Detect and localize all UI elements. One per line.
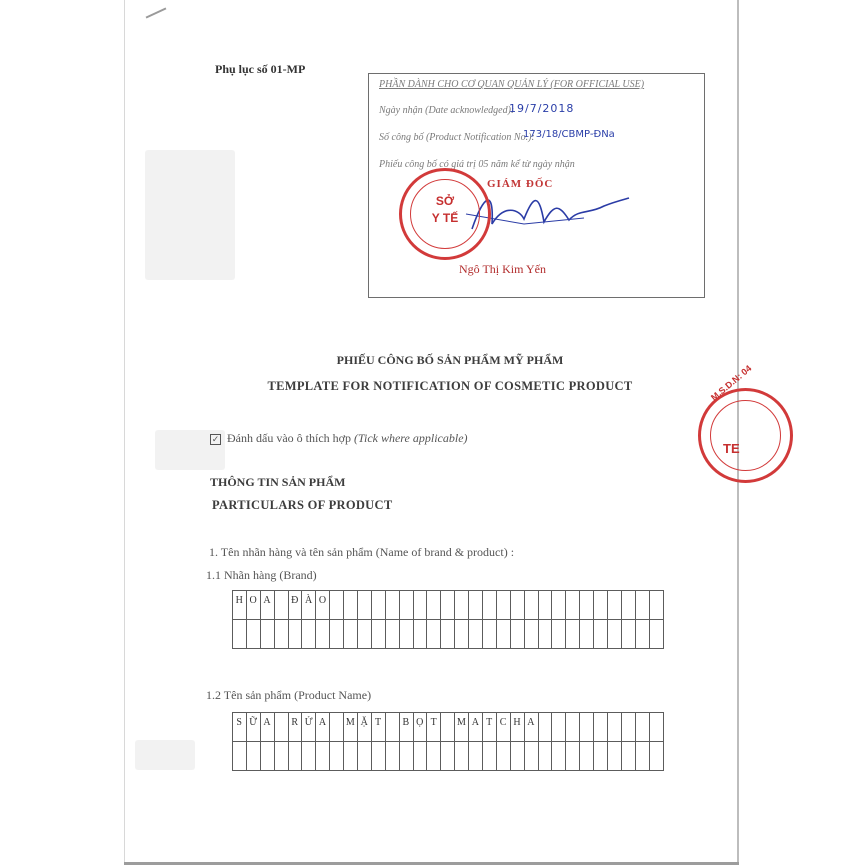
product-char-cell bbox=[246, 742, 260, 771]
brand-char-cell bbox=[510, 620, 524, 649]
brand-char-cell bbox=[580, 620, 594, 649]
director-title: GIÁM ĐỐC bbox=[487, 178, 554, 190]
product-char-cell bbox=[510, 742, 524, 771]
product-char-cell bbox=[635, 742, 649, 771]
product-char-cell: A bbox=[524, 713, 538, 742]
product-char-cell: R bbox=[288, 713, 302, 742]
brand-char-cell bbox=[483, 591, 497, 620]
company-stamp bbox=[698, 363, 793, 483]
product-char-cell bbox=[649, 742, 663, 771]
appendix-number: Phụ lục số 01-MP bbox=[215, 62, 306, 76]
product-char-cell bbox=[621, 742, 635, 771]
brand-char-cell bbox=[483, 620, 497, 649]
brand-char-cell bbox=[524, 591, 538, 620]
product-char-cell: A bbox=[469, 713, 483, 742]
brand-char-cell bbox=[455, 591, 469, 620]
brand-char-cell bbox=[427, 591, 441, 620]
brand-char-cell bbox=[344, 591, 358, 620]
notification-number-label: Số công bố (Product Notification No.): bbox=[379, 132, 535, 143]
brand-char-cell bbox=[635, 620, 649, 649]
product-char-cell bbox=[469, 742, 483, 771]
brand-grid-row bbox=[233, 620, 664, 649]
brand-char-cell bbox=[621, 591, 635, 620]
product-char-cell bbox=[635, 713, 649, 742]
product-grid-row bbox=[233, 713, 664, 742]
brand-char-cell bbox=[358, 591, 372, 620]
product-char-cell bbox=[441, 713, 455, 742]
company-stamp-code: M.S.D.N: 04 bbox=[709, 363, 754, 403]
brand-char-cell bbox=[399, 591, 413, 620]
brand-char-cell: H bbox=[233, 591, 247, 620]
brand-char-cell bbox=[455, 620, 469, 649]
brand-char-cell bbox=[496, 620, 510, 649]
product-char-cell: M bbox=[344, 713, 358, 742]
brand-char-cell bbox=[427, 620, 441, 649]
product-char-cell bbox=[594, 713, 608, 742]
brand-char-cell bbox=[580, 591, 594, 620]
tick-instruction-english: (Tick where applicable) bbox=[353, 431, 468, 445]
product-char-cell bbox=[594, 742, 608, 771]
question-1-label: 1. Tên nhãn hàng và tên sản phẩm (Name of brand & product) : bbox=[209, 545, 515, 559]
brand-char-cell bbox=[330, 591, 344, 620]
brand-char-cell bbox=[566, 591, 580, 620]
product-char-cell bbox=[385, 713, 399, 742]
date-acknowledged-value: 19/7/2018 bbox=[509, 102, 575, 115]
brand-grid-row bbox=[233, 591, 664, 620]
brand-char-cell bbox=[371, 620, 385, 649]
product-char-cell bbox=[330, 742, 344, 771]
product-char-cell: C bbox=[496, 713, 510, 742]
product-char-cell bbox=[580, 742, 594, 771]
brand-char-cell: O bbox=[316, 591, 330, 620]
product-char-cell bbox=[608, 742, 622, 771]
brand-char-cell bbox=[566, 620, 580, 649]
product-grid-row bbox=[233, 742, 664, 771]
brand-char-cell bbox=[552, 591, 566, 620]
brand-char-cell bbox=[621, 620, 635, 649]
brand-char-cell bbox=[441, 620, 455, 649]
brand-char-cell bbox=[552, 620, 566, 649]
product-char-cell: Ữ bbox=[246, 713, 260, 742]
product-char-cell: Ặ bbox=[358, 713, 372, 742]
title-english: TEMPLATE FOR NOTIFICATION OF COSMETIC PRODUCT bbox=[267, 379, 633, 393]
product-char-cell: B bbox=[399, 713, 413, 742]
company-stamp-inner-ring bbox=[710, 400, 781, 471]
brand-char-cell bbox=[608, 591, 622, 620]
brand-char-cell bbox=[358, 620, 372, 649]
product-char-cell bbox=[371, 742, 385, 771]
product-char-cell bbox=[344, 742, 358, 771]
brand-char-cell bbox=[524, 620, 538, 649]
product-char-cell bbox=[538, 713, 552, 742]
brand-char-cell: Đ bbox=[288, 591, 302, 620]
product-char-cell bbox=[566, 742, 580, 771]
tick-instruction bbox=[210, 431, 468, 446]
product-char-cell: Ử bbox=[302, 713, 316, 742]
product-name-label: 1.2 Tên sản phẩm (Product Name) bbox=[206, 688, 372, 702]
brand-char-cell bbox=[608, 620, 622, 649]
product-char-cell bbox=[302, 742, 316, 771]
section-heading-english: PARTICULARS OF PRODUCT bbox=[212, 498, 393, 512]
product-char-cell bbox=[385, 742, 399, 771]
product-char-cell: T bbox=[483, 713, 497, 742]
brand-char-cell bbox=[413, 591, 427, 620]
product-char-cell bbox=[483, 742, 497, 771]
brand-char-cell bbox=[302, 620, 316, 649]
brand-char-cell bbox=[288, 620, 302, 649]
scan-smudge bbox=[135, 740, 195, 770]
brand-char-cell bbox=[413, 620, 427, 649]
section-heading-vietnamese: THÔNG TIN SẢN PHẨM bbox=[210, 475, 346, 489]
product-char-cell: T bbox=[371, 713, 385, 742]
product-char-cell bbox=[580, 713, 594, 742]
brand-char-cell bbox=[538, 620, 552, 649]
stamp-text-line2: Y TẾ bbox=[431, 211, 459, 225]
brand-char-cell bbox=[316, 620, 330, 649]
product-char-cell bbox=[552, 742, 566, 771]
product-char-cell: A bbox=[260, 713, 274, 742]
product-name-grid bbox=[232, 712, 664, 771]
director-name: Ngô Thị Kim Yến bbox=[459, 262, 546, 276]
product-char-cell bbox=[608, 713, 622, 742]
product-char-cell bbox=[441, 742, 455, 771]
brand-char-cell bbox=[274, 591, 288, 620]
brand-char-cell bbox=[274, 620, 288, 649]
brand-char-cell bbox=[344, 620, 358, 649]
brand-char-cell bbox=[510, 591, 524, 620]
date-acknowledged-label: Ngày nhận (Date acknowledged): bbox=[379, 105, 515, 116]
product-char-cell bbox=[427, 742, 441, 771]
brand-char-cell bbox=[649, 620, 663, 649]
product-char-cell: S bbox=[233, 713, 247, 742]
product-char-cell bbox=[399, 742, 413, 771]
brand-char-cell bbox=[635, 591, 649, 620]
product-char-cell bbox=[260, 742, 274, 771]
product-char-cell bbox=[566, 713, 580, 742]
brand-char-cell bbox=[496, 591, 510, 620]
product-char-cell bbox=[455, 742, 469, 771]
brand-char-cell bbox=[330, 620, 344, 649]
product-char-cell bbox=[552, 713, 566, 742]
brand-char-cell: O bbox=[246, 591, 260, 620]
product-char-cell bbox=[274, 742, 288, 771]
product-char-cell bbox=[621, 713, 635, 742]
brand-char-cell: A bbox=[260, 591, 274, 620]
brand-char-cell bbox=[385, 591, 399, 620]
product-char-cell bbox=[496, 742, 510, 771]
product-char-cell bbox=[274, 713, 288, 742]
brand-char-cell bbox=[594, 591, 608, 620]
product-char-cell: A bbox=[316, 713, 330, 742]
checkbox-icon: ✓ bbox=[211, 434, 220, 444]
product-char-cell bbox=[330, 713, 344, 742]
brand-char-cell bbox=[399, 620, 413, 649]
product-char-cell bbox=[538, 742, 552, 771]
product-char-cell: T bbox=[427, 713, 441, 742]
product-char-cell bbox=[524, 742, 538, 771]
notification-number-value: 173/18/CBMP-ĐNa bbox=[523, 129, 615, 140]
validity-note: Phiếu công bố có giá trị 05 năm kể từ ngày nhận bbox=[379, 159, 575, 170]
brand-char-cell bbox=[246, 620, 260, 649]
product-char-cell bbox=[649, 713, 663, 742]
brand-char-cell: À bbox=[302, 591, 316, 620]
scan-smudge bbox=[145, 150, 235, 280]
product-char-cell bbox=[413, 742, 427, 771]
tick-instruction-vietnamese: Đánh dấu vào ô thích hợp bbox=[227, 431, 351, 445]
brand-grid bbox=[232, 590, 664, 649]
brand-label: 1.1 Nhãn hàng (Brand) bbox=[206, 568, 317, 582]
company-stamp-text: TE bbox=[723, 441, 740, 456]
brand-char-cell bbox=[441, 591, 455, 620]
brand-char-cell bbox=[260, 620, 274, 649]
product-char-cell bbox=[358, 742, 372, 771]
product-char-cell: M bbox=[455, 713, 469, 742]
product-char-cell: H bbox=[510, 713, 524, 742]
brand-char-cell bbox=[538, 591, 552, 620]
official-use-heading: PHẦN DÀNH CHO CƠ QUAN QUẢN LÝ (FOR OFFICIAL USE) bbox=[379, 79, 645, 90]
brand-char-cell bbox=[371, 591, 385, 620]
product-char-cell bbox=[233, 742, 247, 771]
product-char-cell bbox=[288, 742, 302, 771]
brand-char-cell bbox=[469, 591, 483, 620]
product-char-cell bbox=[316, 742, 330, 771]
brand-char-cell bbox=[469, 620, 483, 649]
brand-char-cell bbox=[233, 620, 247, 649]
brand-char-cell bbox=[594, 620, 608, 649]
stamp-text-line1: SỞ bbox=[435, 194, 455, 208]
brand-char-cell bbox=[649, 591, 663, 620]
brand-char-cell bbox=[385, 620, 399, 649]
title-vietnamese: PHIẾU CÔNG BỐ SẢN PHẨM MỸ PHẨM bbox=[336, 353, 564, 367]
product-char-cell: Ọ bbox=[413, 713, 427, 742]
official-stamp bbox=[399, 168, 491, 260]
